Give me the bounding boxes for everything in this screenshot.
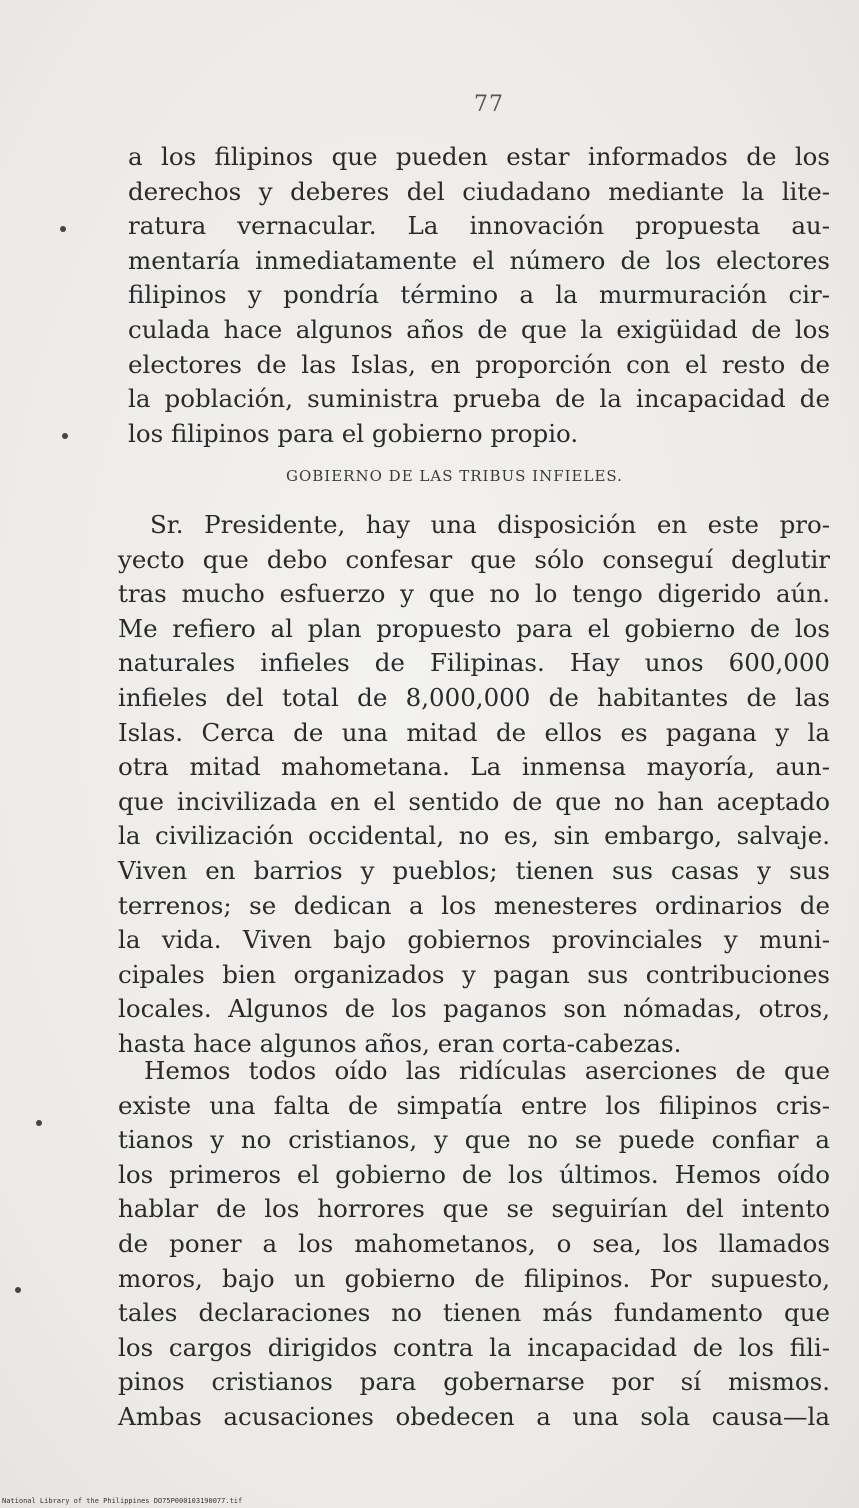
text-line: existe una falta de simpatía entre los filipinos cris- — [118, 1090, 830, 1120]
text-line: derechos y deberes del ciudadano mediante la lite- — [128, 176, 830, 206]
text-line: Sr. Presidente, hay una disposición en este pro- — [150, 510, 830, 539]
margin-mark — [62, 433, 68, 439]
text-line: ratura vernacular. La innovación propuesta au- — [128, 211, 830, 241]
margin-mark — [15, 1287, 21, 1293]
text-line: locales. Algunos de los paganos son nómadas, otros, — [118, 994, 830, 1024]
text-line: cipales bien organizados y pagan sus contribuciones — [118, 959, 830, 989]
text-line: naturales infieles de Filipinas. Hay unos 600,000 — [118, 648, 830, 678]
text-line: pinos cristianos para gobernarse por sí mismos. — [118, 1367, 830, 1397]
text-line: Islas. Cerca de una mitad de ellos es pagana y la — [118, 717, 830, 747]
margin-mark — [60, 226, 66, 232]
text-line: culada hace algunos años de que la exigüidad de los — [128, 314, 830, 344]
paragraph-hemos — [118, 1054, 830, 1435]
text-line: otra mitad mahometana. La inmensa mayoría, aun- — [118, 752, 830, 782]
text-line: que incivilizada en el sentido de que no han aceptado — [118, 786, 830, 816]
section-heading: GOBIERNO DE LAS TRIBUS INFIELES. — [286, 467, 623, 485]
text-line: la vida. Viven bajo gobiernos provinciales y muni- — [118, 925, 830, 955]
text-line: de poner a los mahometanos, o sea, los llamados — [118, 1228, 830, 1258]
text-line: la población, suministra prueba de la incapacidad de — [128, 384, 830, 414]
text-line: los primeros el gobierno de los últimos. Hemos oído — [118, 1159, 830, 1189]
scan-footer: National Library of the Philippines DO75P000103190077.tif — [2, 1497, 243, 1505]
text-line: a los filipinos que pueden estar informados de los — [128, 142, 830, 171]
text-line: los filipinos para el gobierno propio. — [128, 418, 579, 448]
text-line: Hemos todos oído las ridículas aserciones de que — [144, 1056, 830, 1085]
text-line: tras mucho esfuerzo y que no lo tengo digerido aún. — [118, 579, 830, 609]
text-line: hasta hace algunos años, eran corta-cabezas. — [118, 1028, 682, 1058]
text-line: moros, bajo un gobierno de filipinos. Por supuesto, — [118, 1263, 830, 1293]
text-line: Ambas acusaciones obedecen a una sola causa—la — [118, 1401, 830, 1431]
page-number: 77 — [474, 92, 504, 117]
text-line: mentaría inmediatamente el número de los electores — [128, 245, 830, 275]
text-line: Me refiero al plan propuesto para el gobierno de los — [118, 613, 830, 643]
text-line: hablar de los horrores que se seguirían del intento — [118, 1194, 830, 1224]
text-line: yecto que debo confesar que sólo conseguí deglutir — [118, 544, 830, 574]
text-line: la civilización occidental, no es, sin embargo, salvaje. — [118, 821, 830, 851]
text-line: tales declaraciones no tienen más fundamento que — [118, 1298, 830, 1328]
text-line: infieles del total de 8,000,000 de habitantes de las — [118, 682, 830, 712]
paragraph-continuation — [118, 140, 830, 451]
text-line: tianos y no cristianos, y que no se puede confiar a — [118, 1125, 830, 1155]
margin-mark — [36, 1120, 42, 1126]
text-line: los cargos dirigidos contra la incapacidad de los fili- — [118, 1332, 830, 1362]
text-line: electores de las Islas, en proporción con el resto de — [128, 349, 830, 379]
text-line: Viven en barrios y pueblos; tienen sus casas y sus — [118, 855, 830, 885]
text-line: terrenos; se dedican a los menesteres ordinarios de — [118, 890, 830, 920]
paragraph-tribus — [118, 508, 830, 1062]
text-line: filipinos y pondría término a la murmuración cir- — [128, 280, 830, 310]
